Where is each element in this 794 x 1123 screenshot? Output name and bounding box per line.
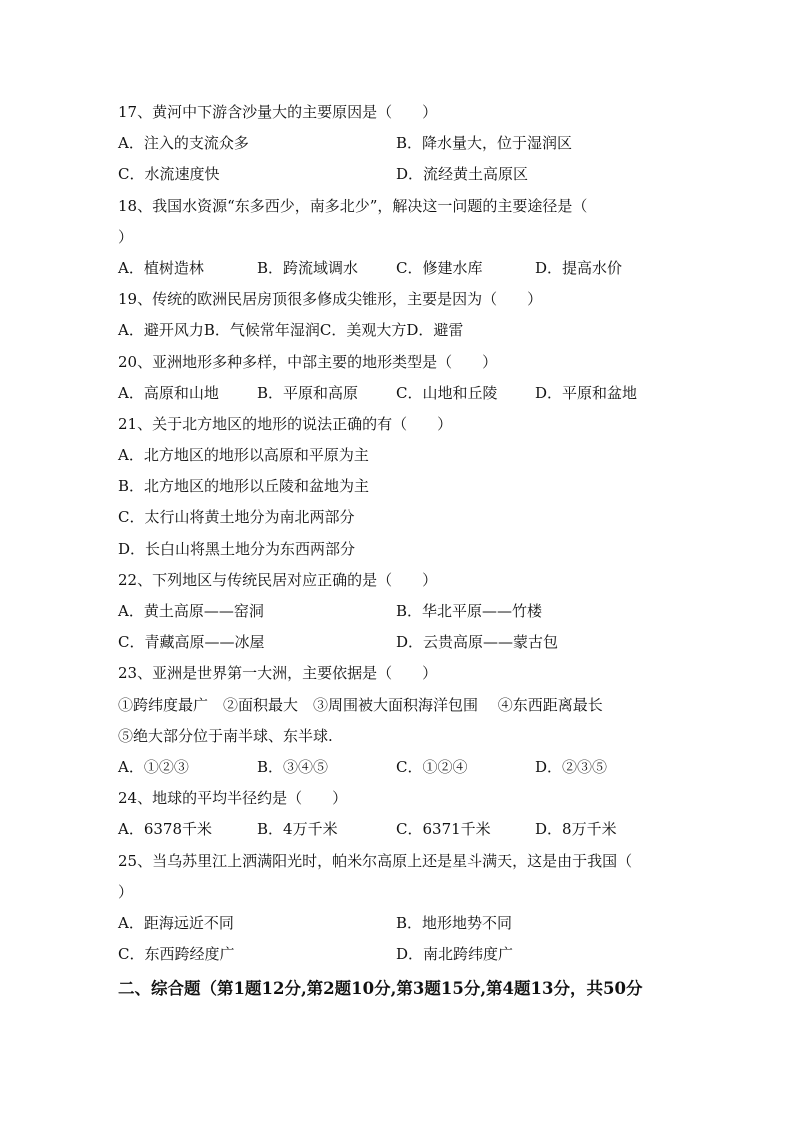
question-22-option-b[interactable]: B．华北平原——竹楼 (396, 602, 543, 620)
question-20-option-c[interactable]: C．山地和丘陵 (396, 383, 498, 402)
question-23-options (118, 752, 794, 783)
question-24-stem: 24、地球的平均半径约是（ ） (118, 789, 348, 808)
question-18-option-b[interactable]: B．跨流域调水 (257, 258, 359, 277)
question-25-option-a[interactable]: A．距海远近不同 (118, 913, 234, 932)
question-20-option-a[interactable]: A．高原和山地 (118, 383, 219, 402)
question-22-option-d[interactable]: D．云贵高原——蒙古包 (396, 633, 559, 652)
question-18-stem: 18、我国水资源“东多西少，南多北少”，解决这一问题的主要途径是（ (118, 196, 588, 215)
question-22-stem: 22、下列地区与传统民居对应正确的是（ ） (118, 570, 438, 589)
question-20-options (118, 378, 794, 409)
question-17-option-d[interactable]: D．流经黄土高原区 (396, 165, 529, 184)
question-23-stem: 23、亚洲是世界第一大洲，主要依据是（ ） (118, 664, 438, 683)
question-23-option-d[interactable]: D．②③⑤ (535, 757, 608, 776)
question-22-option-a[interactable]: A．黄土高原——窑洞 (118, 602, 264, 620)
question-24-options (118, 814, 794, 845)
question-17-options-row-1 (118, 128, 794, 159)
question-23-statements-1: ①跨纬度最广 ②面积最大 ③周围被大面积海洋包围 ④东西距离最长 (118, 695, 603, 714)
question-25-stem: 25、当乌苏里江上洒满阳光时，帕米尔高原上还是星斗满天，这是由于我国（ (118, 851, 633, 870)
question-23-option-b[interactable]: B．③④⑤ (257, 757, 329, 776)
question-18-options (118, 253, 794, 284)
question-25-option-c[interactable]: C．东西跨经度广 (118, 945, 235, 964)
question-20-option-d[interactable]: D．平原和盆地 (535, 383, 638, 402)
question-19-stem: 19、传统的欧洲民居房顶很多修成尖锥形，主要是因为（ ） (118, 290, 543, 309)
question-25-options-row-2 (118, 939, 794, 970)
question-18-option-a[interactable]: A．植树造林 (118, 258, 204, 277)
question-21-option-a[interactable]: A．北方地区的地形以高原和平原为主 (118, 446, 369, 465)
question-17-options-row-2 (118, 159, 794, 190)
question-23-statements-2: ⑤绝大部分位于南半球、东半球. (118, 726, 333, 745)
question-24-option-d[interactable]: D．8万千米 (535, 820, 617, 839)
question-17-option-b[interactable]: B．降水量大，位于湿润区 (396, 134, 573, 153)
question-17-option-a[interactable]: A．注入的支流众多 (118, 134, 249, 153)
question-17-stem: 17、黄河中下游含沙量大的主要原因是（ ） (118, 103, 438, 121)
question-19-options[interactable]: A．避开风力B．气候常年湿润C．美观大方D．避雷 (118, 321, 464, 340)
question-21-option-c[interactable]: C．太行山将黄土地分为南北两部分 (118, 508, 355, 527)
question-18-stem-continued: ） (118, 227, 134, 246)
question-22-options-row-1 (118, 596, 794, 627)
question-25-option-d[interactable]: D．南北跨纬度广 (396, 945, 514, 964)
question-17-option-c[interactable]: C．水流速度快 (118, 165, 220, 184)
question-22-option-c[interactable]: C．青藏高原——冰屋 (118, 633, 265, 652)
question-21-option-b[interactable]: B．北方地区的地形以丘陵和盆地为主 (118, 477, 370, 496)
question-23-option-a[interactable]: A．①②③ (118, 757, 189, 776)
question-18-option-c[interactable]: C．修建水库 (396, 258, 483, 277)
section-heading-comprehensive: 二、综合题（第1题12分,第2题10分,第3题15分,第4题13分，共50分 (118, 979, 643, 999)
question-24-option-c[interactable]: C．6371千米 (396, 820, 491, 839)
question-25-option-b[interactable]: B．地形地势不同 (396, 913, 513, 932)
question-21-option-d[interactable]: D．长白山将黑土地分为东西两部分 (118, 539, 356, 558)
question-22-options-row-2 (118, 627, 794, 658)
question-20-option-b[interactable]: B．平原和高原 (257, 383, 359, 402)
question-20-stem: 20、亚洲地形多种多样，中部主要的地形类型是（ ） (118, 352, 498, 371)
question-18-option-d[interactable]: D．提高水价 (535, 258, 623, 277)
question-23-option-c[interactable]: C．①②④ (396, 757, 468, 776)
question-21-stem: 21、关于北方地区的地形的说法正确的有（ ） (118, 414, 453, 433)
question-25-options-row-1 (118, 908, 794, 939)
question-24-option-b[interactable]: B．4万千米 (257, 820, 338, 839)
question-25-stem-continued: ） (118, 882, 134, 901)
question-24-option-a[interactable]: A．6378千米 (118, 820, 213, 839)
